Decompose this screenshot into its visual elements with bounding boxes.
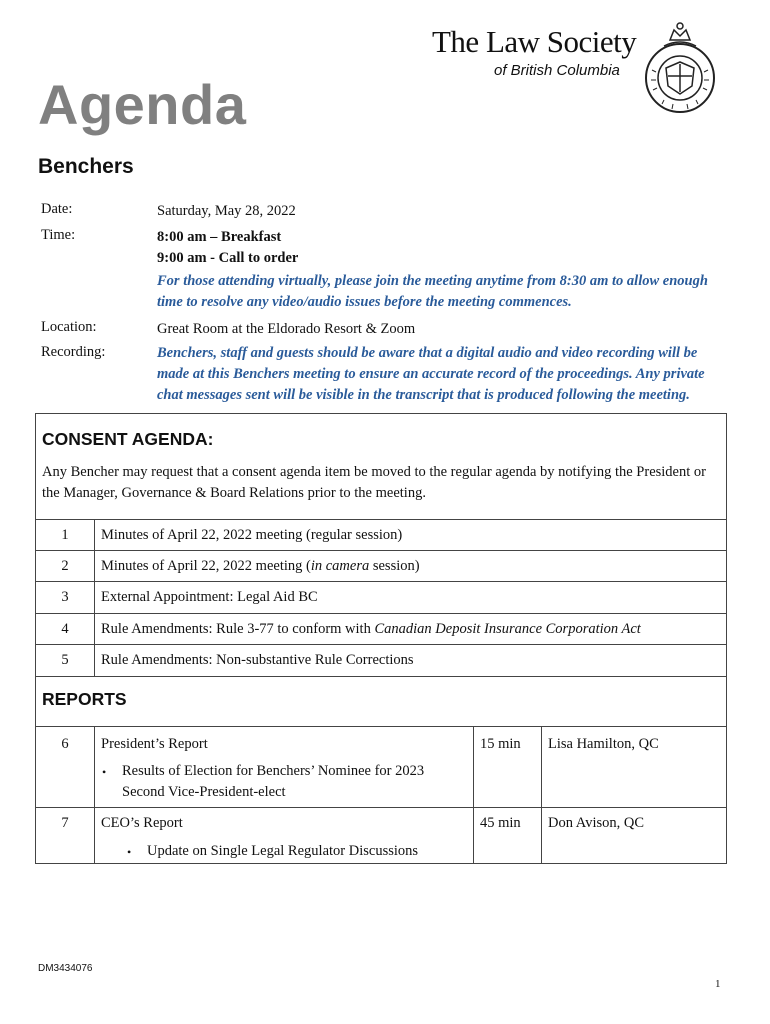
law-society-seal-icon [642,20,718,116]
time-label: Time: [41,227,76,243]
document-id: DM3434076 [38,963,93,974]
table-row [36,581,726,613]
reports-heading: REPORTS [42,689,127,709]
table-row [36,726,726,807]
item-title: CEO’s Report [101,815,183,831]
time-call-to-order: 9:00 am - Call to order [157,250,299,266]
section-title: Benchers [38,155,134,178]
item-bullet-text: Results of Election for Benchers’ Nominee for 2023 Second Vice-President-elect [122,763,425,800]
item-description: Rule Amendments: Rule 3-77 to conform with Canadian Deposit Insurance Corporation Act [101,621,641,637]
item-presenter: Don Avison, QC [548,815,645,831]
item-duration: 15 min [480,736,521,752]
agenda-table [35,413,727,864]
date-value: Saturday, May 28, 2022 [157,203,296,219]
reports-heading-row [36,676,726,727]
virtual-attendance-note: For those attending virtually, please join the meeting anytime from 8:30 am to allow enough time to resolve any video/audio issues before the meeting commences. [157,273,708,310]
item-number: 5 [61,652,69,668]
recording-notice: Benchers, staff and guests should be aware that a digital audio and video recording will be made at this Benchers meeting to ensure an accurate record of the proceedings. Any private chat messages sent will be visible in the transcript that is produced following the meeting. [157,345,705,403]
column-divider [94,519,95,676]
table-row [36,644,726,676]
page-title: Agenda [38,73,247,136]
bullet-icon: • [127,845,132,859]
logo-subtitle: of British Columbia [494,62,620,79]
column-divider [541,726,542,864]
item-number: 1 [61,527,69,543]
item-number: 7 [61,815,69,831]
column-divider [94,726,95,864]
item-bullet-text: Update on Single Legal Regulator Discussions [147,843,419,859]
column-divider [473,726,474,864]
item-number: 4 [61,621,69,637]
item-number: 3 [61,589,69,605]
consent-agenda-intro: Any Bencher may request that a consent agenda item be moved to the regular agenda by notifying the President or the Manager, Governance & Board Relations prior to the meeting. [42,464,706,501]
page-number: 1 [715,978,721,990]
item-duration: 45 min [480,815,521,831]
table-row [36,613,726,645]
logo-title: The Law Society [432,24,637,59]
item-description: Rule Amendments: Non-substantive Rule Corrections [101,652,414,668]
table-row [36,550,726,582]
location-label: Location: [41,319,97,335]
item-title: President’s Report [101,736,208,752]
location-value: Great Room at the Eldorado Resort & Zoom [157,321,416,337]
recording-label: Recording: [41,344,106,360]
item-description: Minutes of April 22, 2022 meeting (in camera session) [101,558,420,574]
consent-agenda-heading: CONSENT AGENDA: [42,429,214,449]
item-description: External Appointment: Legal Aid BC [101,589,318,605]
law-society-logo [430,20,720,120]
item-number: 6 [61,736,69,752]
item-number: 2 [61,558,69,574]
table-row [36,519,726,551]
table-row [36,807,726,865]
item-presenter: Lisa Hamilton, QC [548,736,659,752]
bullet-icon: • [102,765,107,779]
date-label: Date: [41,201,73,217]
time-breakfast: 8:00 am – Breakfast [157,229,282,245]
item-description: Minutes of April 22, 2022 meeting (regular session) [101,527,403,543]
